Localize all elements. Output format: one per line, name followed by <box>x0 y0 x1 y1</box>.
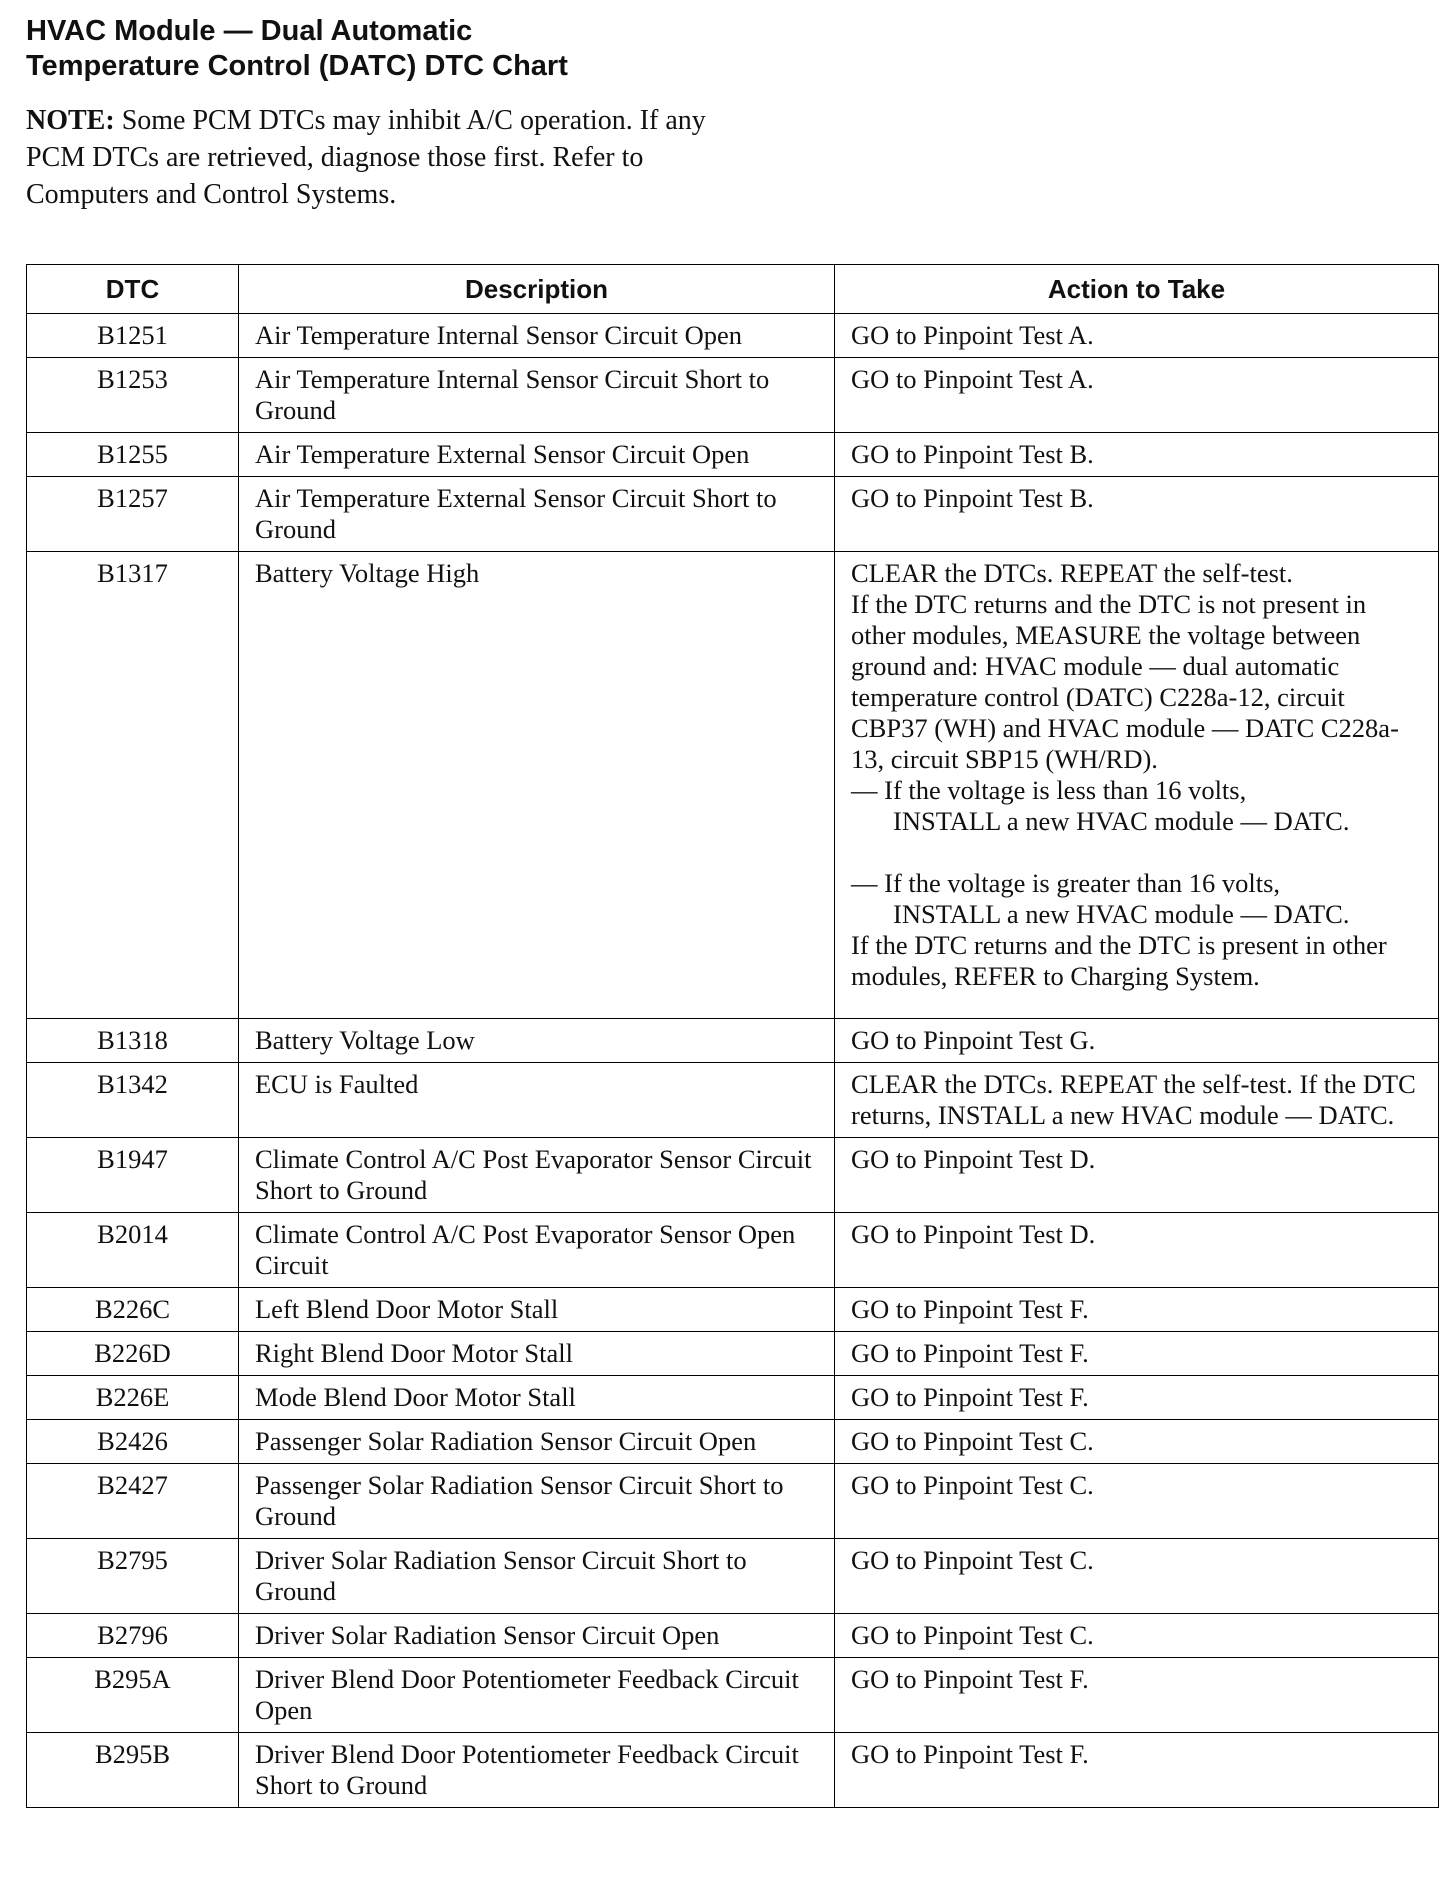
table-row <box>27 1332 1439 1376</box>
dtc-code: B2426 <box>27 1420 239 1464</box>
action-line: INSTALL a new HVAC module — DATC. <box>893 806 1350 836</box>
dtc-description: Driver Solar Radiation Sensor Circuit Open <box>239 1614 835 1658</box>
table-row <box>27 1213 1439 1288</box>
dtc-code: B1253 <box>27 358 239 433</box>
action-line: — If the voltage is greater than 16 volts, <box>851 868 1281 898</box>
dtc-action: GO to Pinpoint Test F. <box>835 1376 1439 1420</box>
document-page <box>26 14 1440 1800</box>
note-paragraph <box>26 102 716 213</box>
dtc-code: B1342 <box>27 1063 239 1138</box>
dtc-action: GO to Pinpoint Test D. <box>835 1138 1439 1213</box>
dtc-description: Passenger Solar Radiation Sensor Circuit Short to Ground <box>239 1464 835 1539</box>
table-row <box>27 1539 1439 1614</box>
dtc-code: B1257 <box>27 477 239 552</box>
dtc-description: ECU is Faulted <box>239 1063 835 1138</box>
dtc-description: Climate Control A/C Post Evaporator Sensor Open Circuit <box>239 1213 835 1288</box>
note-label: NOTE: <box>26 105 115 136</box>
dtc-description: Driver Blend Door Potentiometer Feedback Circuit Short to Ground <box>239 1733 835 1808</box>
dtc-action: GO to Pinpoint Test F. <box>835 1332 1439 1376</box>
dtc-description: Air Temperature Internal Sensor Circuit Short to Ground <box>239 358 835 433</box>
dtc-description: Air Temperature External Sensor Circuit Open <box>239 433 835 477</box>
dtc-code: B1251 <box>27 314 239 358</box>
dtc-action: GO to Pinpoint Test C. <box>835 1539 1439 1614</box>
table-row <box>27 1733 1439 1808</box>
dtc-code: B1317 <box>27 552 239 1019</box>
table-row <box>27 1376 1439 1420</box>
table-row <box>27 1614 1439 1658</box>
table-row <box>27 358 1439 433</box>
dtc-description: Air Temperature External Sensor Circuit Short to Ground <box>239 477 835 552</box>
action-line: INSTALL a new HVAC module — DATC. <box>893 899 1350 929</box>
dtc-description: Battery Voltage High <box>239 552 835 1019</box>
title-line-1: HVAC Module — Dual Automatic <box>26 15 473 47</box>
table-row <box>27 1063 1439 1138</box>
dtc-action: GO to Pinpoint Test B. <box>835 477 1439 552</box>
dtc-code: B1947 <box>27 1138 239 1213</box>
table-row <box>27 1464 1439 1539</box>
dtc-description: Passenger Solar Radiation Sensor Circuit Open <box>239 1420 835 1464</box>
dtc-code: B226D <box>27 1332 239 1376</box>
dtc-code: B226C <box>27 1288 239 1332</box>
dtc-action: GO to Pinpoint Test C. <box>835 1420 1439 1464</box>
table-header-row <box>27 265 1439 314</box>
dtc-description: Driver Solar Radiation Sensor Circuit Short to Ground <box>239 1539 835 1614</box>
dtc-action: GO to Pinpoint Test A. <box>835 314 1439 358</box>
dtc-description: Air Temperature Internal Sensor Circuit Open <box>239 314 835 358</box>
column-header-description: Description <box>239 265 835 314</box>
dtc-code: B1255 <box>27 433 239 477</box>
table-row <box>27 1420 1439 1464</box>
page-title <box>26 14 1440 84</box>
table-row <box>27 1288 1439 1332</box>
dtc-action: GO to Pinpoint Test F. <box>835 1658 1439 1733</box>
table-row <box>27 477 1439 552</box>
dtc-description: Driver Blend Door Potentiometer Feedback Circuit Open <box>239 1658 835 1733</box>
dtc-action: GO to Pinpoint Test F. <box>835 1733 1439 1808</box>
dtc-code: B2796 <box>27 1614 239 1658</box>
table-row <box>27 1658 1439 1733</box>
dtc-code: B2427 <box>27 1464 239 1539</box>
dtc-code: B2795 <box>27 1539 239 1614</box>
dtc-action: GO to Pinpoint Test G. <box>835 1019 1439 1063</box>
dtc-code: B226E <box>27 1376 239 1420</box>
title-line-2: Temperature Control (DATC) DTC Chart <box>26 50 568 82</box>
dtc-code: B2014 <box>27 1213 239 1288</box>
table-row <box>27 552 1439 1019</box>
table-row <box>27 1019 1439 1063</box>
dtc-action <box>835 552 1439 1019</box>
dtc-action: GO to Pinpoint Test C. <box>835 1614 1439 1658</box>
dtc-table <box>26 264 1439 1808</box>
dtc-description: Battery Voltage Low <box>239 1019 835 1063</box>
table-row <box>27 433 1439 477</box>
note-text: Some PCM DTCs may inhibit A/C operation. If any PCM DTCs are retrieved, diagnose those first. Refer to Computers and Control Systems. <box>26 105 706 210</box>
action-line: If the DTC returns and the DTC is not present in other modules, MEASURE the voltage between ground and: HVAC module — dual automatic temperature control (DATC) C228a-12, circuit CBP37 (WH) and HVAC module — DATC C228a-13, circuit SBP15 (WH/RD). <box>851 589 1399 774</box>
action-line: CLEAR the DTCs. REPEAT the self-test. <box>851 558 1293 588</box>
dtc-description: Climate Control A/C Post Evaporator Sensor Circuit Short to Ground <box>239 1138 835 1213</box>
table-row <box>27 314 1439 358</box>
dtc-action: CLEAR the DTCs. REPEAT the self-test. If the DTC returns, INSTALL a new HVAC module — DATC. <box>835 1063 1439 1138</box>
column-header-dtc: DTC <box>27 265 239 314</box>
dtc-action: GO to Pinpoint Test F. <box>835 1288 1439 1332</box>
dtc-code: B295B <box>27 1733 239 1808</box>
dtc-action: GO to Pinpoint Test A. <box>835 358 1439 433</box>
dtc-code: B295A <box>27 1658 239 1733</box>
dtc-action: GO to Pinpoint Test D. <box>835 1213 1439 1288</box>
dtc-description: Left Blend Door Motor Stall <box>239 1288 835 1332</box>
action-spacer <box>851 837 1422 868</box>
dtc-code: B1318 <box>27 1019 239 1063</box>
dtc-description: Right Blend Door Motor Stall <box>239 1332 835 1376</box>
dtc-action: GO to Pinpoint Test C. <box>835 1464 1439 1539</box>
column-header-action: Action to Take <box>835 265 1439 314</box>
action-line: — If the voltage is less than 16 volts, <box>851 775 1247 805</box>
dtc-action: GO to Pinpoint Test B. <box>835 433 1439 477</box>
table-row <box>27 1138 1439 1213</box>
action-line: If the DTC returns and the DTC is present in other modules, REFER to Charging System. <box>851 930 1387 991</box>
dtc-description: Mode Blend Door Motor Stall <box>239 1376 835 1420</box>
